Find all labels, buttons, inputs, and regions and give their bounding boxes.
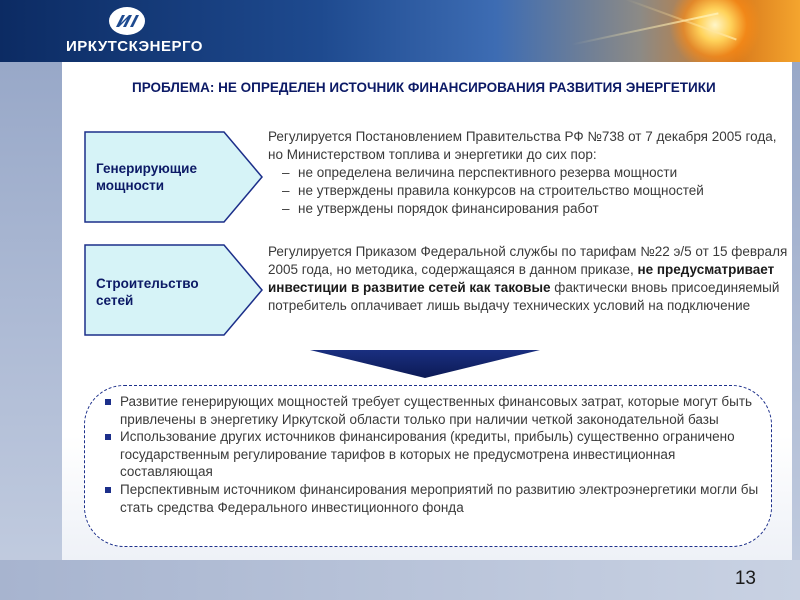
- down-arrow-icon: [310, 350, 540, 380]
- section-description-generation: [268, 128, 788, 218]
- section-text-emphasis: не предусматривает инвестиции в развитие сетей как таковые: [268, 262, 775, 295]
- section-description-networks: [268, 243, 788, 315]
- list-item: Развитие генерирующих мощностей требует существенных финансовых затрат, которые могут быть привлечены в энергетику Иркутской области только при наличии четкой законодательной базы: [102, 393, 767, 428]
- issue-list: [268, 164, 788, 218]
- section-text: фактически вновь присоединяемый потребитель оплачивает лишь выдачу технических условий на подключение: [268, 280, 780, 313]
- right-decor-band: [792, 62, 800, 600]
- list-item: Перспективным источником финансирования мероприятий по развитию электроэнергетики могли бы стать средства Федерального инвестиционного фонда: [102, 481, 767, 516]
- section-label-generation: [84, 131, 264, 223]
- slide-title: ПРОБЛЕМА: НЕ ОПРЕДЕЛЕН ИСТОЧНИК ФИНАНСИРОВАНИЯ РАЗВИТИЯ ЭНЕРГЕТИКИ: [132, 80, 716, 95]
- header-banner: [0, 0, 800, 62]
- section-label-line: Генерирующие: [96, 161, 197, 176]
- list-item: – не определена величина перспективного резерва мощности: [268, 164, 788, 182]
- section-label-line: сетей: [96, 293, 134, 308]
- list-item: – не утверждены правила конкурсов на строительство мощностей: [268, 182, 788, 200]
- company-logo-icon: [108, 6, 146, 36]
- left-decor-band: [0, 62, 62, 600]
- page-number: 13: [734, 568, 756, 589]
- section-label-line: мощности: [96, 178, 165, 193]
- section-label-networks: [84, 244, 264, 336]
- section-label-line: Строительство: [96, 276, 199, 291]
- conclusions-list: [102, 393, 767, 516]
- list-item: Использование других источников финансирования (кредиты, прибыль) существенно ограничено государственным регулирование тарифов в которых не предусмотрена инвестиционная составляющая: [102, 428, 767, 481]
- company-logo-text: ИРКУТСКЭНЕРГО: [66, 38, 203, 55]
- section-text: Регулируется Приказом Федеральной службы по тарифам №22 э/5 от 15 февраля 2005 года, но методика, содержащаяся в данном приказе,: [268, 244, 788, 277]
- bottom-decor-band: [0, 560, 800, 600]
- section-intro: Регулируется Постановлением Правительства РФ №738 от 7 декабря 2005 года, но Министерством топлива и энергетики до сих пор:: [268, 129, 777, 162]
- list-item: – не утверждены порядок финансирования работ: [268, 200, 788, 218]
